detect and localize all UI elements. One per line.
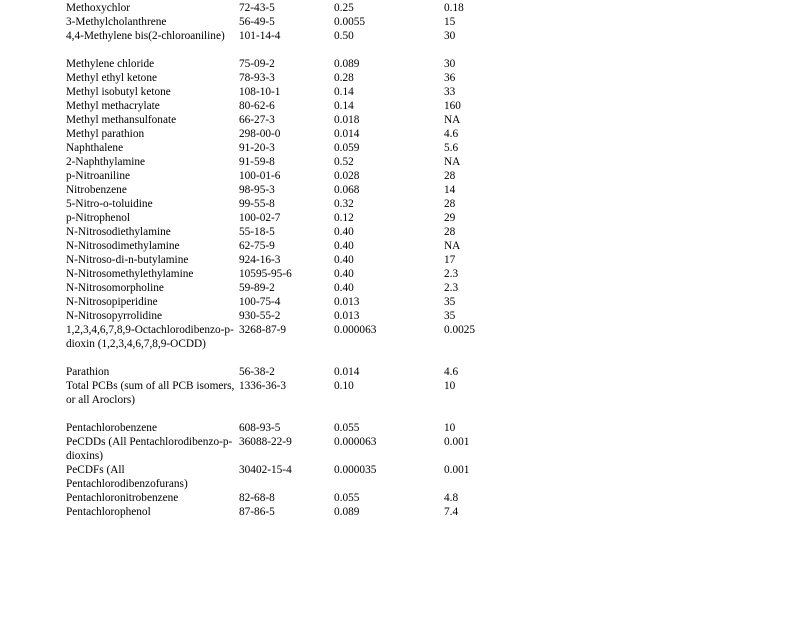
cas-number-cell: 80-62-6 bbox=[239, 100, 275, 112]
value-1-cell: 0.14 bbox=[334, 100, 354, 112]
value-1-cell: 0.12 bbox=[334, 212, 354, 224]
value-1-cell: 0.14 bbox=[334, 86, 354, 98]
table-row bbox=[66, 113, 626, 127]
table-row bbox=[66, 225, 626, 239]
value-2-cell: 29 bbox=[444, 212, 456, 224]
value-2-cell: 10 bbox=[444, 422, 456, 434]
value-2-cell: 2.3 bbox=[444, 268, 459, 280]
chemical-name-cell: 4,4-Methylene bis(2-chloroaniline) bbox=[66, 30, 225, 42]
value-1-cell: 0.014 bbox=[334, 128, 360, 140]
table-row bbox=[66, 211, 626, 225]
table-row bbox=[66, 505, 626, 519]
chemical-name-cell: 5-Nitro-o-toluidine bbox=[66, 198, 153, 210]
value-1-cell: 0.10 bbox=[334, 380, 354, 392]
value-2-cell: 160 bbox=[444, 100, 461, 112]
chemical-name-cell: PeCDFs (All Pentachlorodibenzofurans) bbox=[66, 464, 188, 490]
value-2-cell: 28 bbox=[444, 226, 456, 238]
chemical-name-cell: Nitrobenzene bbox=[66, 184, 127, 196]
table-row bbox=[66, 71, 626, 85]
chemical-name-cell: p-Nitroaniline bbox=[66, 170, 130, 182]
value-2-cell: 17 bbox=[444, 254, 456, 266]
value-1-cell: 0.018 bbox=[334, 114, 360, 126]
table-row bbox=[66, 99, 626, 113]
chemical-name-cell: N-Nitrosopyrrolidine bbox=[66, 310, 163, 322]
table-row bbox=[66, 29, 626, 57]
value-2-cell: 35 bbox=[444, 296, 456, 308]
value-1-cell: 0.40 bbox=[334, 282, 354, 294]
chemical-name-cell: N-Nitrosodiethylamine bbox=[66, 226, 171, 238]
table-row bbox=[66, 421, 626, 435]
cas-number-cell: 3268-87-9 bbox=[239, 324, 287, 336]
table-row bbox=[66, 435, 626, 463]
value-1-cell: 0.013 bbox=[334, 310, 360, 322]
cas-number-cell: 608-93-5 bbox=[239, 422, 281, 434]
chemical-name-cell: N-Nitrosomorpholine bbox=[66, 282, 164, 294]
value-2-cell: 10 bbox=[444, 380, 456, 392]
value-2-cell: 7.4 bbox=[444, 506, 459, 518]
cas-number-cell: 78-93-3 bbox=[239, 72, 275, 84]
table-row bbox=[66, 127, 626, 141]
table-row bbox=[66, 183, 626, 197]
cas-number-cell: 98-95-3 bbox=[239, 184, 275, 196]
value-2-cell: 0.001 bbox=[444, 436, 470, 448]
table-row bbox=[66, 379, 626, 421]
cas-number-cell: 56-49-5 bbox=[239, 16, 275, 28]
value-1-cell: 0.013 bbox=[334, 296, 360, 308]
value-1-cell: 0.000063 bbox=[334, 436, 377, 448]
cas-number-cell: 72-43-5 bbox=[239, 2, 275, 14]
cas-number-cell: 30402-15-4 bbox=[239, 464, 292, 476]
table-row bbox=[66, 239, 626, 253]
value-1-cell: 0.000035 bbox=[334, 464, 377, 476]
chemical-name-cell: Naphthalene bbox=[66, 142, 124, 154]
cas-number-cell: 298-00-0 bbox=[239, 128, 281, 140]
cas-number-cell: 10595-95-6 bbox=[239, 268, 292, 280]
table-row bbox=[66, 141, 626, 155]
chemical-name-cell: N-Nitrosopiperidine bbox=[66, 296, 158, 308]
chemical-table bbox=[66, 1, 626, 519]
table-row bbox=[66, 85, 626, 99]
table-row bbox=[66, 463, 626, 491]
value-1-cell: 0.089 bbox=[334, 506, 360, 518]
value-2-cell: 4.6 bbox=[444, 366, 459, 378]
value-2-cell: 14 bbox=[444, 184, 456, 196]
cas-number-cell: 66-27-3 bbox=[239, 114, 275, 126]
cas-number-cell: 100-75-4 bbox=[239, 296, 281, 308]
chemical-name-cell: p-Nitrophenol bbox=[66, 212, 131, 224]
table-row bbox=[66, 323, 626, 365]
cas-number-cell: 87-86-5 bbox=[239, 506, 275, 518]
table-row bbox=[66, 309, 626, 323]
cas-number-cell: 101-14-4 bbox=[239, 30, 281, 42]
cas-number-cell: 62-75-9 bbox=[239, 240, 275, 252]
table-row bbox=[66, 197, 626, 211]
chemical-name-cell: Methyl isobutyl ketone bbox=[66, 86, 171, 98]
chemical-name-cell: N-Nitroso-di-n-butylamine bbox=[66, 254, 189, 266]
value-2-cell: 0.001 bbox=[444, 464, 470, 476]
chemical-name-cell: Methyl ethyl ketone bbox=[66, 72, 157, 84]
chemical-name-cell: 3-Methylcholanthrene bbox=[66, 16, 167, 28]
chemical-name-cell: PeCDDs (All Pentachlorodibenzo-p-dioxins) bbox=[66, 436, 233, 462]
chemical-name-cell: Methyl parathion bbox=[66, 128, 145, 140]
value-2-cell: NA bbox=[444, 114, 461, 126]
chemical-name-cell: Methyl methansulfonate bbox=[66, 114, 177, 126]
chemical-name-cell: N-Nitrosomethylethylamine bbox=[66, 268, 194, 280]
cas-number-cell: 99-55-8 bbox=[239, 198, 275, 210]
table-row bbox=[66, 15, 626, 29]
chemical-name-cell: Methylene chloride bbox=[66, 58, 155, 70]
chemical-name-cell: 2-Naphthylamine bbox=[66, 156, 146, 168]
cas-number-cell: 100-02-7 bbox=[239, 212, 281, 224]
value-2-cell: NA bbox=[444, 240, 461, 252]
value-1-cell: 0.000063 bbox=[334, 324, 377, 336]
value-2-cell: 2.3 bbox=[444, 282, 459, 294]
cas-number-cell: 82-68-8 bbox=[239, 492, 275, 504]
value-1-cell: 0.40 bbox=[334, 268, 354, 280]
value-2-cell: 0.18 bbox=[444, 2, 464, 14]
value-2-cell: 5.6 bbox=[444, 142, 459, 154]
cas-number-cell: 924-16-3 bbox=[239, 254, 281, 266]
value-1-cell: 0.40 bbox=[334, 240, 354, 252]
chemical-name-cell: Total PCBs (sum of all PCB isomers, or all Aroclors) bbox=[66, 380, 235, 406]
cas-number-cell: 930-55-2 bbox=[239, 310, 281, 322]
cas-number-cell: 91-59-8 bbox=[239, 156, 275, 168]
table-row bbox=[66, 281, 626, 295]
cas-number-cell: 91-20-3 bbox=[239, 142, 275, 154]
chemical-name-cell: 1,2,3,4,6,7,8,9-Octachlorodibenzo-p-dioxin (1,2,3,4,6,7,8,9-OCDD) bbox=[66, 324, 234, 350]
value-2-cell: 35 bbox=[444, 310, 456, 322]
table-row bbox=[66, 295, 626, 309]
cas-number-cell: 56-38-2 bbox=[239, 366, 275, 378]
cas-number-cell: 1336-36-3 bbox=[239, 380, 287, 392]
value-2-cell: NA bbox=[444, 156, 461, 168]
cas-number-cell: 100-01-6 bbox=[239, 170, 281, 182]
value-1-cell: 0.28 bbox=[334, 72, 354, 84]
value-2-cell: 15 bbox=[444, 16, 456, 28]
value-1-cell: 0.028 bbox=[334, 170, 360, 182]
chemical-name-cell: Methyl methacrylate bbox=[66, 100, 160, 112]
value-1-cell: 0.059 bbox=[334, 142, 360, 154]
table-row bbox=[66, 169, 626, 183]
chemical-name-cell: N-Nitrosodimethylamine bbox=[66, 240, 180, 252]
value-1-cell: 0.0055 bbox=[334, 16, 366, 28]
value-1-cell: 0.32 bbox=[334, 198, 354, 210]
value-2-cell: 33 bbox=[444, 86, 456, 98]
value-1-cell: 0.068 bbox=[334, 184, 360, 196]
value-2-cell: 0.0025 bbox=[444, 324, 476, 336]
value-1-cell: 0.014 bbox=[334, 366, 360, 378]
table-row bbox=[66, 253, 626, 267]
value-2-cell: 4.8 bbox=[444, 492, 459, 504]
chemical-name-cell: Pentachlorobenzene bbox=[66, 422, 157, 434]
table-row bbox=[66, 267, 626, 281]
value-1-cell: 0.055 bbox=[334, 422, 360, 434]
table-row bbox=[66, 57, 626, 71]
table-row bbox=[66, 491, 626, 505]
chemical-name-cell: Parathion bbox=[66, 366, 110, 378]
chemical-name-cell: Pentachloronitrobenzene bbox=[66, 492, 179, 504]
value-1-cell: 0.40 bbox=[334, 226, 354, 238]
value-1-cell: 0.52 bbox=[334, 156, 354, 168]
value-2-cell: 4.6 bbox=[444, 128, 459, 140]
value-2-cell: 36 bbox=[444, 72, 456, 84]
cas-number-cell: 36088-22-9 bbox=[239, 436, 292, 448]
cas-number-cell: 59-89-2 bbox=[239, 282, 275, 294]
value-2-cell: 28 bbox=[444, 198, 456, 210]
cas-number-cell: 108-10-1 bbox=[239, 86, 281, 98]
chemical-name-cell: Pentachlorophenol bbox=[66, 506, 151, 518]
value-2-cell: 28 bbox=[444, 170, 456, 182]
value-1-cell: 0.055 bbox=[334, 492, 360, 504]
value-1-cell: 0.089 bbox=[334, 58, 360, 70]
table-row bbox=[66, 155, 626, 169]
table-row bbox=[66, 365, 626, 379]
value-2-cell: 30 bbox=[444, 58, 456, 70]
table-row bbox=[66, 1, 626, 15]
cas-number-cell: 55-18-5 bbox=[239, 226, 275, 238]
value-1-cell: 0.40 bbox=[334, 254, 354, 266]
chemical-name-cell: Methoxychlor bbox=[66, 2, 131, 14]
value-2-cell: 30 bbox=[444, 30, 456, 42]
value-1-cell: 0.50 bbox=[334, 30, 354, 42]
value-1-cell: 0.25 bbox=[334, 2, 354, 14]
cas-number-cell: 75-09-2 bbox=[239, 58, 275, 70]
